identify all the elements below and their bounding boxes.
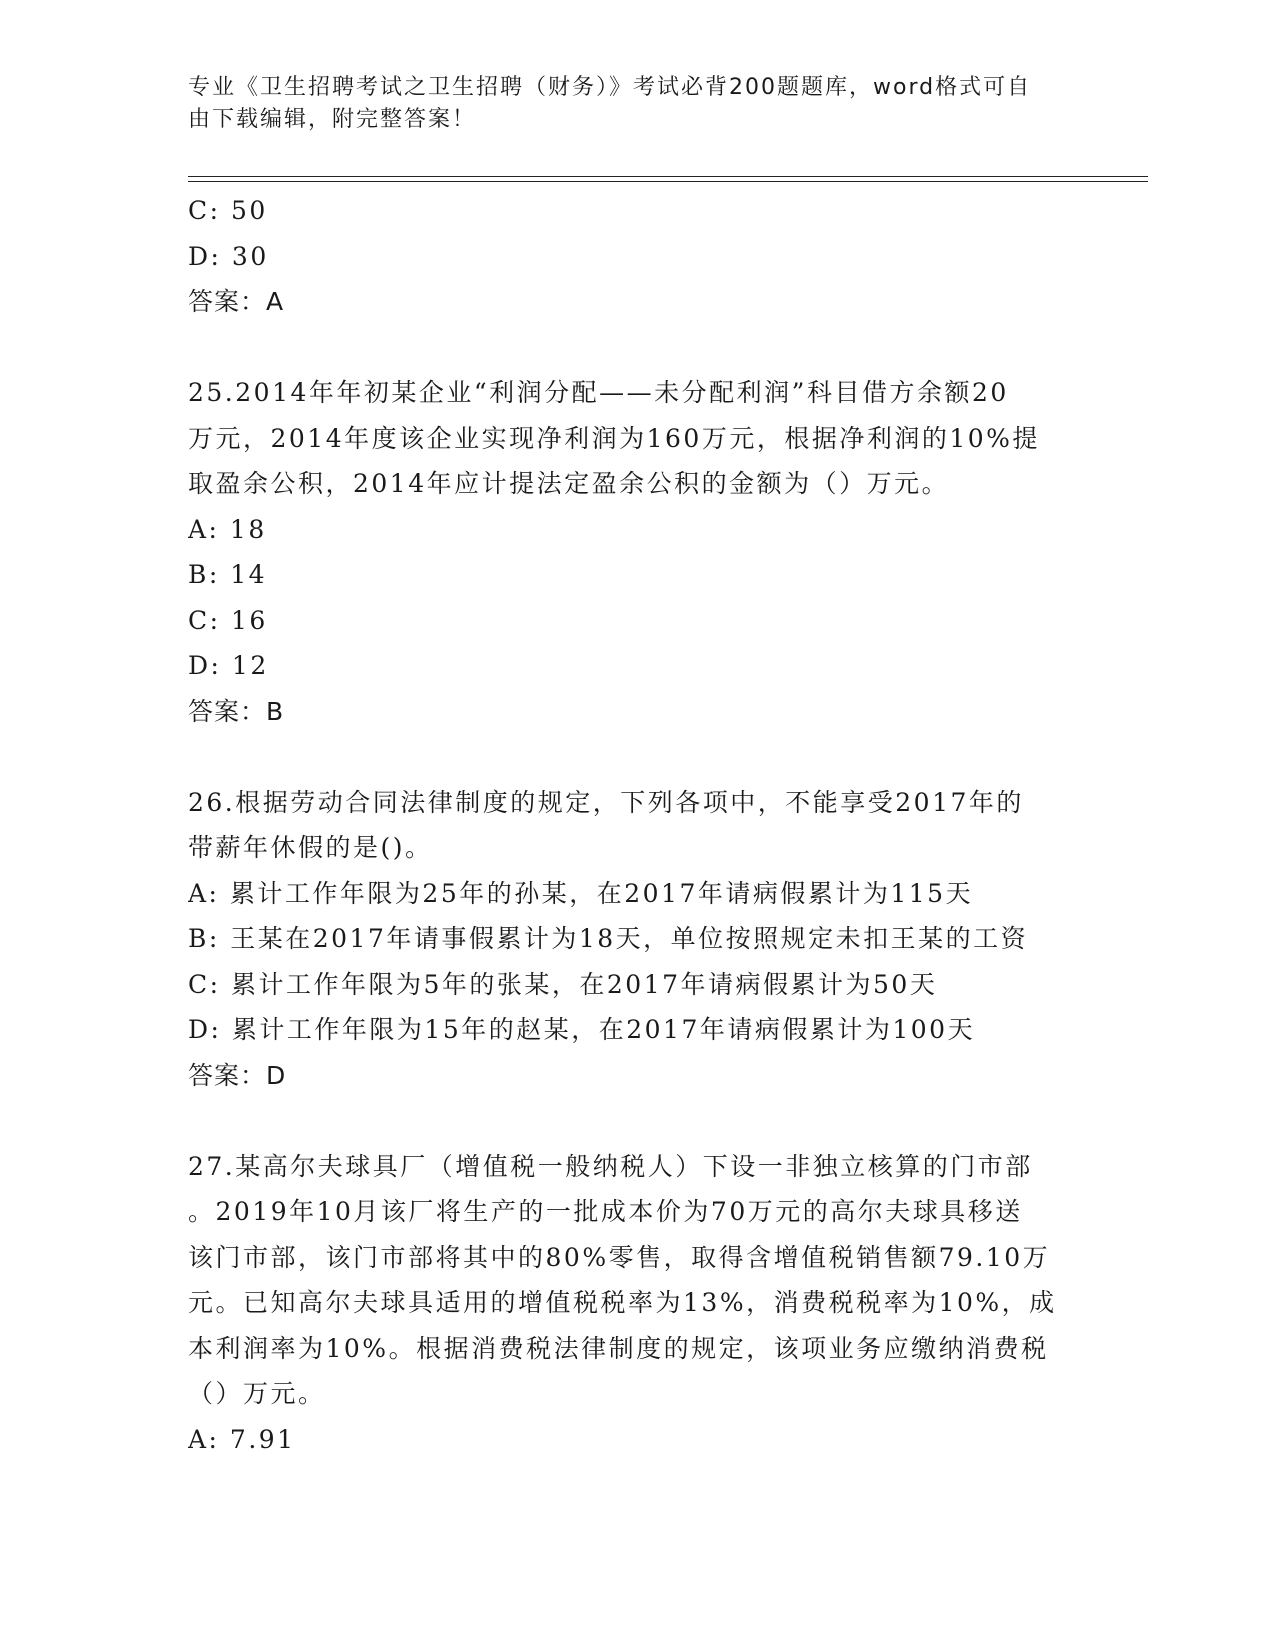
spacer: [188, 734, 1088, 780]
q26-option-b: B: 王某在2017年请事假累计为18天，单位按照规定未扣王某的工资: [188, 924, 1029, 953]
header-title-line-1: 专业《卫生招聘考试之卫生招聘（财务）》考试必背200题题库，word格式可自: [188, 75, 1032, 100]
q27-stem-line-3: 该门市部，该门市部将其中的80%零售，取得含增值税销售额79.10万: [188, 1242, 1051, 1272]
q24-answer: 答案：A: [188, 287, 285, 316]
q25-option-c: C: 16: [188, 605, 268, 635]
q26-answer: 答案：D: [188, 1060, 287, 1090]
q27-stem-line-2: 。2019年10月该厂将生产的一批成本价为70万元的高尔夫球具移送: [188, 1197, 1023, 1226]
q25-stem-line-2: 万元，2014年度该企业实现净利润为160万元，根据净利润的10%提: [188, 423, 1040, 453]
header-title-line-2: 由下载编辑，附完整答案！: [188, 107, 477, 132]
q26-stem-line-2: 带薪年休假的是()。: [188, 833, 433, 862]
q26-option-d: D: 累计工作年限为15年的赵某，在2017年请病假累计为100天: [188, 1015, 976, 1044]
header-divider-top: [188, 176, 1148, 177]
question-content: [188, 188, 1088, 1462]
q26-option-a: A: 累计工作年限为25年的孙某，在2017年请病假累计为115天: [188, 878, 974, 908]
q25-stem-line-3: 取盈余公积，2014年应计提法定盈余公积的金额为（）万元。: [188, 469, 950, 498]
spacer: [188, 1098, 1088, 1144]
q25-stem-line-1: 25.2014年年初某企业“利润分配——未分配利润”科目借方余额20: [188, 378, 1009, 407]
q27-stem-line-6: （）万元。: [188, 1379, 326, 1408]
q25-option-d: D: 12: [188, 651, 269, 680]
q25-option-b: B: 14: [188, 560, 268, 589]
page-header: [188, 72, 1068, 136]
q24-option-c: C: 50: [188, 196, 268, 225]
q27-option-a: A: 7.91: [188, 1424, 296, 1454]
q27-stem-line-1: 27.某高尔夫球具厂（增值税一般纳税人）下设一非独立核算的门市部: [188, 1151, 1033, 1181]
header-divider-bottom: [188, 181, 1148, 182]
q24-option-d: D: 30: [188, 241, 269, 271]
q27-stem-line-4: 元。已知高尔夫球具适用的增值税税率为13%，消费税税率为10%，成: [188, 1288, 1057, 1317]
spacer: [188, 325, 1088, 371]
q26-option-c: C: 累计工作年限为5年的张某，在2017年请病假累计为50天: [188, 969, 938, 999]
q25-option-a: A: 18: [188, 514, 267, 544]
q26-stem-line-1: 26.根据劳动合同法律制度的规定，下列各项中，不能享受2017年的: [188, 787, 1024, 817]
q27-stem-line-5: 本利润率为10%。根据消费税法律制度的规定，该项业务应缴纳消费税: [188, 1333, 1049, 1363]
q25-answer: 答案：B: [188, 696, 285, 726]
